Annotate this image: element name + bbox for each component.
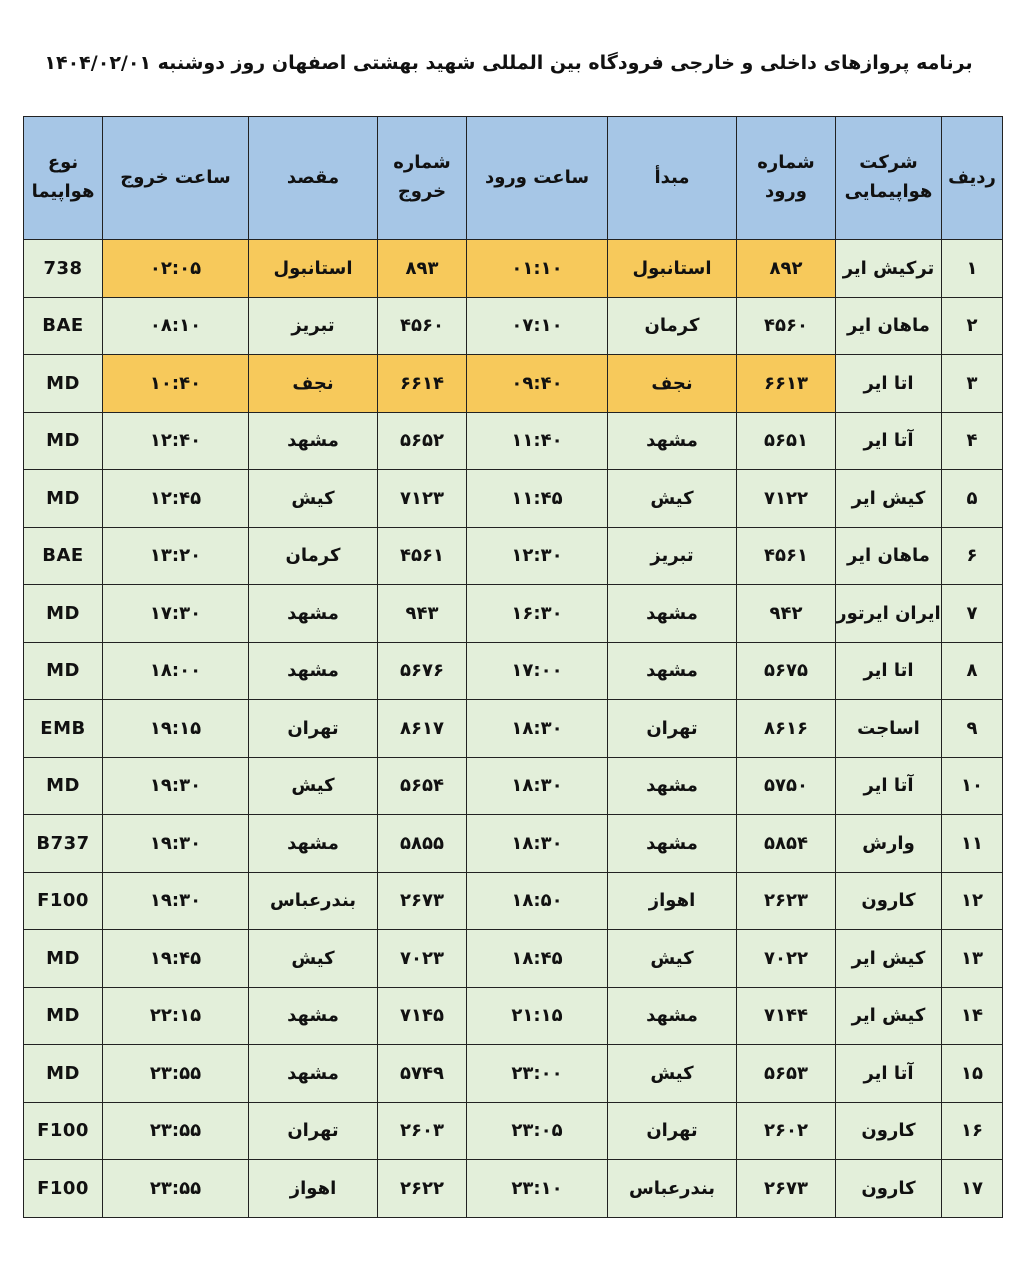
departure-time-cell: ۲۳:۵۵: [103, 1045, 249, 1103]
departure-number-cell: ۲۶۰۳: [378, 1102, 467, 1160]
arrival-number-cell: ۵۶۷۵: [737, 642, 836, 700]
origin-cell: استانبول: [608, 240, 737, 298]
origin-cell: اهواز: [608, 872, 737, 930]
aircraft-type-cell: EMB: [24, 700, 103, 758]
table-row: [24, 757, 1003, 815]
airline-cell: ماهان ایر: [836, 527, 942, 585]
arrival-number-cell: ۹۴۲: [737, 585, 836, 643]
origin-cell: کرمان: [608, 297, 737, 355]
origin-cell: تهران: [608, 1102, 737, 1160]
arrival-time-cell: ۱۱:۴۰: [467, 412, 608, 470]
arrival-time-cell: ۲۳:۱۰: [467, 1160, 608, 1218]
arrival-number-cell: ۵۶۵۳: [737, 1045, 836, 1103]
origin-cell: کیش: [608, 1045, 737, 1103]
airline-cell: آتا ایر: [836, 757, 942, 815]
table-row: [24, 1160, 1003, 1218]
aircraft-type-cell: F100: [24, 1160, 103, 1218]
row-number-cell: ۲: [942, 297, 1003, 355]
arrival-number-cell: ۷۱۲۲: [737, 470, 836, 528]
destination-cell: مشهد: [249, 585, 378, 643]
aircraft-type-cell: F100: [24, 1102, 103, 1160]
destination-cell: مشهد: [249, 412, 378, 470]
departure-time-cell: ۱۹:۴۵: [103, 930, 249, 988]
arrival-number-cell: ۴۵۶۱: [737, 527, 836, 585]
departure-time-cell: ۲۲:۱۵: [103, 987, 249, 1045]
origin-cell: کیش: [608, 470, 737, 528]
table-row: [24, 297, 1003, 355]
airline-cell: کیش ایر: [836, 470, 942, 528]
row-number-cell: ۱۶: [942, 1102, 1003, 1160]
origin-cell: تبریز: [608, 527, 737, 585]
page-title: برنامه پروازهای داخلی و خارجی فرودگاه بین المللی شهید بهشتی اصفهان روز دوشنبه ۱۴۰۴/۰۲/۰۱: [44, 52, 973, 74]
origin-cell: کیش: [608, 930, 737, 988]
airline-cell: کیش ایر: [836, 987, 942, 1045]
row-number-cell: ۷: [942, 585, 1003, 643]
table-row: [24, 412, 1003, 470]
departure-time-cell: ۱۹:۳۰: [103, 757, 249, 815]
header-departure-no: شماره خروج: [378, 117, 467, 240]
row-number-cell: ۵: [942, 470, 1003, 528]
departure-time-cell: ۱۳:۲۰: [103, 527, 249, 585]
header-destination: مقصد: [249, 117, 378, 240]
arrival-time-cell: ۱۸:۳۰: [467, 815, 608, 873]
flight-rows: [24, 240, 1003, 1218]
arrival-time-cell: ۲۳:۰۵: [467, 1102, 608, 1160]
departure-number-cell: ۴۵۶۱: [378, 527, 467, 585]
departure-number-cell: ۵۶۵۲: [378, 412, 467, 470]
table-row: [24, 815, 1003, 873]
arrival-time-cell: ۲۱:۱۵: [467, 987, 608, 1045]
table-row: [24, 585, 1003, 643]
airline-cell: کارون: [836, 1160, 942, 1218]
departure-number-cell: ۲۶۷۳: [378, 872, 467, 930]
aircraft-type-cell: MD: [24, 585, 103, 643]
aircraft-type-cell: F100: [24, 872, 103, 930]
arrival-number-cell: ۴۵۶۰: [737, 297, 836, 355]
aircraft-type-cell: BAE: [24, 527, 103, 585]
departure-time-cell: ۱۸:۰۰: [103, 642, 249, 700]
arrival-time-cell: ۱۱:۴۵: [467, 470, 608, 528]
origin-cell: مشهد: [608, 757, 737, 815]
departure-number-cell: ۸۶۱۷: [378, 700, 467, 758]
header-departure-time: ساعت خروج: [103, 117, 249, 240]
arrival-time-cell: ۰۹:۴۰: [467, 355, 608, 413]
row-number-cell: ۱۳: [942, 930, 1003, 988]
airline-cell: کارون: [836, 1102, 942, 1160]
row-number-cell: ۳: [942, 355, 1003, 413]
row-number-cell: ۴: [942, 412, 1003, 470]
destination-cell: بندرعباس: [249, 872, 378, 930]
aircraft-type-cell: MD: [24, 1045, 103, 1103]
departure-number-cell: ۶۶۱۴: [378, 355, 467, 413]
origin-cell: مشهد: [608, 987, 737, 1045]
destination-cell: کیش: [249, 930, 378, 988]
destination-cell: کیش: [249, 470, 378, 528]
departure-number-cell: ۵۸۵۵: [378, 815, 467, 873]
arrival-number-cell: ۲۶۲۳: [737, 872, 836, 930]
arrival-time-cell: ۰۱:۱۰: [467, 240, 608, 298]
table-row: [24, 527, 1003, 585]
arrival-number-cell: ۸۹۲: [737, 240, 836, 298]
destination-cell: استانبول: [249, 240, 378, 298]
row-number-cell: ۱۴: [942, 987, 1003, 1045]
destination-cell: تهران: [249, 1102, 378, 1160]
row-number-cell: ۱: [942, 240, 1003, 298]
airline-cell: کارون: [836, 872, 942, 930]
row-number-cell: ۸: [942, 642, 1003, 700]
header-aircraft: نوع هواپیما: [24, 117, 103, 240]
arrival-number-cell: ۷۰۲۲: [737, 930, 836, 988]
airline-cell: آتا ایر: [836, 412, 942, 470]
header-arrival-no: شماره ورود: [737, 117, 836, 240]
aircraft-type-cell: 738: [24, 240, 103, 298]
aircraft-type-cell: MD: [24, 412, 103, 470]
destination-cell: تبریز: [249, 297, 378, 355]
airline-cell: ماهان ایر: [836, 297, 942, 355]
table-header-row: [24, 117, 1003, 240]
departure-number-cell: ۵۶۵۴: [378, 757, 467, 815]
flight-schedule-table: [23, 116, 1003, 1218]
destination-cell: مشهد: [249, 815, 378, 873]
row-number-cell: ۱۲: [942, 872, 1003, 930]
header-airline: شرکت هواپیمایی: [836, 117, 942, 240]
aircraft-type-cell: MD: [24, 930, 103, 988]
airline-cell: اتا ایر: [836, 642, 942, 700]
departure-time-cell: ۱۹:۳۰: [103, 815, 249, 873]
arrival-number-cell: ۵۸۵۴: [737, 815, 836, 873]
arrival-time-cell: ۰۷:۱۰: [467, 297, 608, 355]
departure-number-cell: ۷۰۲۳: [378, 930, 467, 988]
arrival-number-cell: ۷۱۴۴: [737, 987, 836, 1045]
arrival-number-cell: ۵۶۵۱: [737, 412, 836, 470]
destination-cell: اهواز: [249, 1160, 378, 1218]
origin-cell: مشهد: [608, 412, 737, 470]
origin-cell: مشهد: [608, 642, 737, 700]
arrival-time-cell: ۱۸:۵۰: [467, 872, 608, 930]
airline-cell: ترکیش ایر: [836, 240, 942, 298]
destination-cell: کیش: [249, 757, 378, 815]
row-number-cell: ۹: [942, 700, 1003, 758]
aircraft-type-cell: MD: [24, 757, 103, 815]
arrival-time-cell: ۱۶:۳۰: [467, 585, 608, 643]
row-number-cell: ۱۷: [942, 1160, 1003, 1218]
table-row: [24, 1045, 1003, 1103]
airline-cell: اساجت: [836, 700, 942, 758]
origin-cell: تهران: [608, 700, 737, 758]
aircraft-type-cell: B737: [24, 815, 103, 873]
departure-number-cell: ۵۶۷۶: [378, 642, 467, 700]
arrival-time-cell: ۱۸:۳۰: [467, 700, 608, 758]
table-row: [24, 240, 1003, 298]
header-arrival-time: ساعت ورود: [467, 117, 608, 240]
arrival-time-cell: ۱۸:۴۵: [467, 930, 608, 988]
departure-time-cell: ۱۷:۳۰: [103, 585, 249, 643]
table-row: [24, 930, 1003, 988]
departure-time-cell: ۲۳:۵۵: [103, 1102, 249, 1160]
destination-cell: مشهد: [249, 987, 378, 1045]
aircraft-type-cell: MD: [24, 470, 103, 528]
departure-time-cell: ۱۹:۳۰: [103, 872, 249, 930]
row-number-cell: ۱۵: [942, 1045, 1003, 1103]
airline-cell: ایران ایرتور: [836, 585, 942, 643]
departure-time-cell: ۱۹:۱۵: [103, 700, 249, 758]
arrival-time-cell: ۱۸:۳۰: [467, 757, 608, 815]
departure-time-cell: ۰۲:۰۵: [103, 240, 249, 298]
airline-cell: کیش ایر: [836, 930, 942, 988]
departure-number-cell: ۴۵۶۰: [378, 297, 467, 355]
departure-time-cell: ۰۸:۱۰: [103, 297, 249, 355]
departure-time-cell: ۲۳:۵۵: [103, 1160, 249, 1218]
departure-time-cell: ۱۲:۴۵: [103, 470, 249, 528]
row-number-cell: ۱۰: [942, 757, 1003, 815]
destination-cell: نجف: [249, 355, 378, 413]
arrival-time-cell: ۱۲:۳۰: [467, 527, 608, 585]
table-row: [24, 642, 1003, 700]
departure-number-cell: ۵۷۴۹: [378, 1045, 467, 1103]
arrival-number-cell: ۲۶۷۳: [737, 1160, 836, 1218]
destination-cell: مشهد: [249, 1045, 378, 1103]
origin-cell: مشهد: [608, 585, 737, 643]
aircraft-type-cell: MD: [24, 987, 103, 1045]
table-row: [24, 355, 1003, 413]
arrival-time-cell: ۲۳:۰۰: [467, 1045, 608, 1103]
origin-cell: بندرعباس: [608, 1160, 737, 1218]
departure-number-cell: ۷۱۲۳: [378, 470, 467, 528]
destination-cell: کرمان: [249, 527, 378, 585]
arrival-time-cell: ۱۷:۰۰: [467, 642, 608, 700]
arrival-number-cell: ۸۶۱۶: [737, 700, 836, 758]
table-row: [24, 1102, 1003, 1160]
row-number-cell: ۶: [942, 527, 1003, 585]
departure-number-cell: ۲۶۲۲: [378, 1160, 467, 1218]
aircraft-type-cell: BAE: [24, 297, 103, 355]
row-number-cell: ۱۱: [942, 815, 1003, 873]
departure-number-cell: ۷۱۴۵: [378, 987, 467, 1045]
arrival-number-cell: ۵۷۵۰: [737, 757, 836, 815]
aircraft-type-cell: MD: [24, 355, 103, 413]
departure-time-cell: ۱۰:۴۰: [103, 355, 249, 413]
aircraft-type-cell: MD: [24, 642, 103, 700]
destination-cell: تهران: [249, 700, 378, 758]
destination-cell: مشهد: [249, 642, 378, 700]
table-row: [24, 987, 1003, 1045]
table-row: [24, 700, 1003, 758]
departure-number-cell: ۹۴۳: [378, 585, 467, 643]
arrival-number-cell: ۲۶۰۲: [737, 1102, 836, 1160]
table-row: [24, 470, 1003, 528]
header-row-no: ردیف: [942, 117, 1003, 240]
table-row: [24, 872, 1003, 930]
origin-cell: نجف: [608, 355, 737, 413]
departure-number-cell: ۸۹۳: [378, 240, 467, 298]
origin-cell: مشهد: [608, 815, 737, 873]
header-origin: مبدأ: [608, 117, 737, 240]
airline-cell: اتا ایر: [836, 355, 942, 413]
arrival-number-cell: ۶۶۱۳: [737, 355, 836, 413]
departure-time-cell: ۱۲:۴۰: [103, 412, 249, 470]
airline-cell: آتا ایر: [836, 1045, 942, 1103]
airline-cell: وارش: [836, 815, 942, 873]
